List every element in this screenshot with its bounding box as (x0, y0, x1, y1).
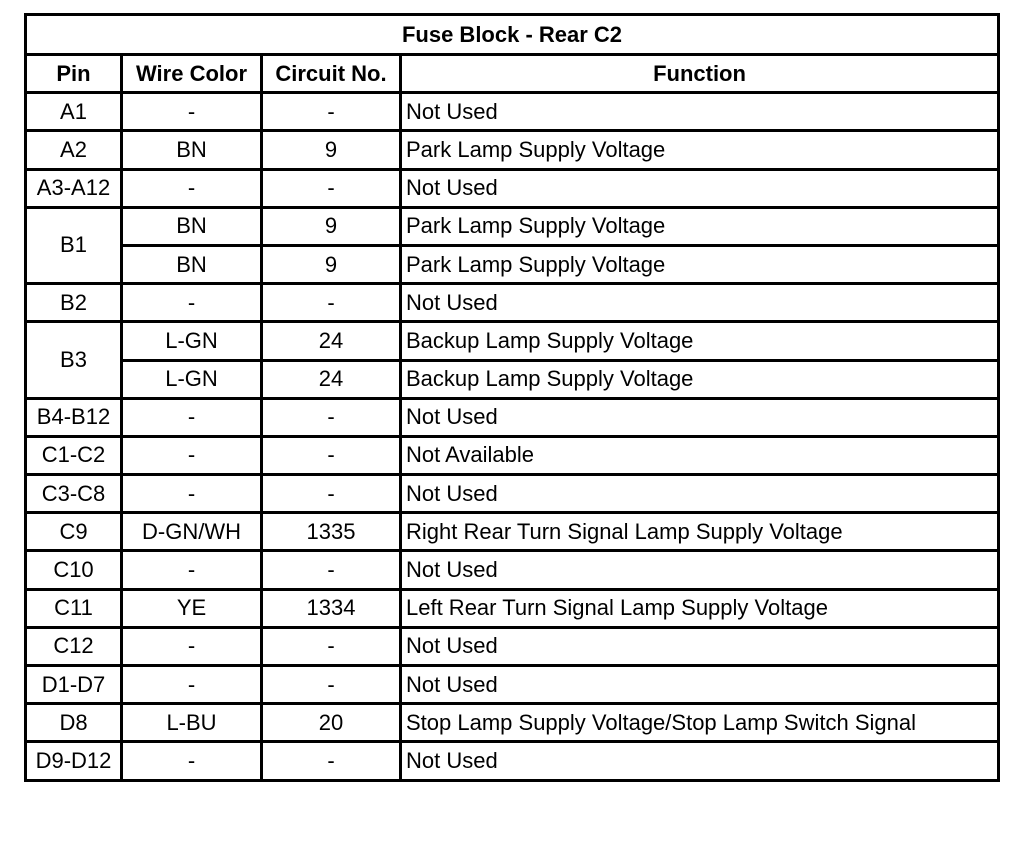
pin-cell: B4-B12 (26, 398, 122, 436)
table-row (26, 207, 999, 245)
table-row (26, 322, 999, 360)
circuit-cell: 24 (262, 322, 401, 360)
wire-color-cell: - (122, 169, 262, 207)
pin-cell: A3-A12 (26, 169, 122, 207)
circuit-cell: 20 (262, 704, 401, 742)
pin-cell: B1 (26, 207, 122, 283)
header-row (26, 55, 999, 93)
wire-color-cell: L-GN (122, 360, 262, 398)
table-row (26, 169, 999, 207)
wire-color-cell: D-GN/WH (122, 513, 262, 551)
wire-color-cell: - (122, 666, 262, 704)
function-cell: Park Lamp Supply Voltage (401, 207, 999, 245)
table-row (26, 131, 999, 169)
fuse-block-table (24, 13, 1000, 782)
pin-cell: A1 (26, 93, 122, 131)
wire-color-cell: - (122, 398, 262, 436)
circuit-cell: - (262, 666, 401, 704)
wire-color-cell: - (122, 284, 262, 322)
circuit-cell: - (262, 627, 401, 665)
wire-color-cell: YE (122, 589, 262, 627)
circuit-cell: 1334 (262, 589, 401, 627)
table-row (26, 551, 999, 589)
table-row (26, 704, 999, 742)
circuit-cell: 1335 (262, 513, 401, 551)
pin-cell: A2 (26, 131, 122, 169)
table-row (26, 513, 999, 551)
table-row (26, 398, 999, 436)
function-cell: Park Lamp Supply Voltage (401, 245, 999, 283)
function-cell: Backup Lamp Supply Voltage (401, 360, 999, 398)
function-cell: Not Used (401, 475, 999, 513)
wire-color-cell: - (122, 436, 262, 474)
function-cell: Not Used (401, 627, 999, 665)
table-row (26, 742, 999, 780)
table-row (26, 475, 999, 513)
circuit-cell: - (262, 551, 401, 589)
table-row (26, 436, 999, 474)
wire-color-cell: BN (122, 131, 262, 169)
table-row (26, 284, 999, 322)
pin-cell: C1-C2 (26, 436, 122, 474)
wire-color-cell: BN (122, 207, 262, 245)
wire-color-cell: L-GN (122, 322, 262, 360)
pin-cell: D9-D12 (26, 742, 122, 780)
function-cell: Not Used (401, 398, 999, 436)
wire-color-cell: - (122, 742, 262, 780)
wire-color-cell: - (122, 627, 262, 665)
function-cell: Not Used (401, 551, 999, 589)
function-cell: Park Lamp Supply Voltage (401, 131, 999, 169)
circuit-cell: - (262, 93, 401, 131)
table-row (26, 93, 999, 131)
pin-cell: B2 (26, 284, 122, 322)
header-function: Function (401, 55, 999, 93)
pin-cell: C11 (26, 589, 122, 627)
pin-cell: D8 (26, 704, 122, 742)
wire-color-cell: BN (122, 245, 262, 283)
pin-cell: B3 (26, 322, 122, 398)
function-cell: Left Rear Turn Signal Lamp Supply Voltage (401, 589, 999, 627)
function-cell: Not Used (401, 284, 999, 322)
function-cell: Not Used (401, 666, 999, 704)
table-title: Fuse Block - Rear C2 (26, 15, 999, 55)
wire-color-cell: - (122, 475, 262, 513)
header-circuit-no: Circuit No. (262, 55, 401, 93)
circuit-cell: - (262, 398, 401, 436)
circuit-cell: 24 (262, 360, 401, 398)
table-row (26, 627, 999, 665)
pin-cell: C3-C8 (26, 475, 122, 513)
pin-cell: C12 (26, 627, 122, 665)
circuit-cell: 9 (262, 245, 401, 283)
function-cell: Not Available (401, 436, 999, 474)
function-cell: Not Used (401, 93, 999, 131)
pin-cell: D1-D7 (26, 666, 122, 704)
circuit-cell: - (262, 742, 401, 780)
wire-color-cell: - (122, 551, 262, 589)
circuit-cell: 9 (262, 131, 401, 169)
circuit-cell: 9 (262, 207, 401, 245)
wire-color-cell: - (122, 93, 262, 131)
function-cell: Not Used (401, 742, 999, 780)
function-cell: Backup Lamp Supply Voltage (401, 322, 999, 360)
function-cell: Right Rear Turn Signal Lamp Supply Voltage (401, 513, 999, 551)
pin-cell: C10 (26, 551, 122, 589)
circuit-cell: - (262, 169, 401, 207)
circuit-cell: - (262, 436, 401, 474)
table-row (26, 360, 999, 398)
wire-color-cell: L-BU (122, 704, 262, 742)
header-pin: Pin (26, 55, 122, 93)
circuit-cell: - (262, 284, 401, 322)
pin-cell: C9 (26, 513, 122, 551)
function-cell: Not Used (401, 169, 999, 207)
table-row (26, 589, 999, 627)
header-wire-color: Wire Color (122, 55, 262, 93)
table-row (26, 245, 999, 283)
title-row (26, 15, 999, 55)
circuit-cell: - (262, 475, 401, 513)
table-row (26, 666, 999, 704)
function-cell: Stop Lamp Supply Voltage/Stop Lamp Switch Signal (401, 704, 999, 742)
